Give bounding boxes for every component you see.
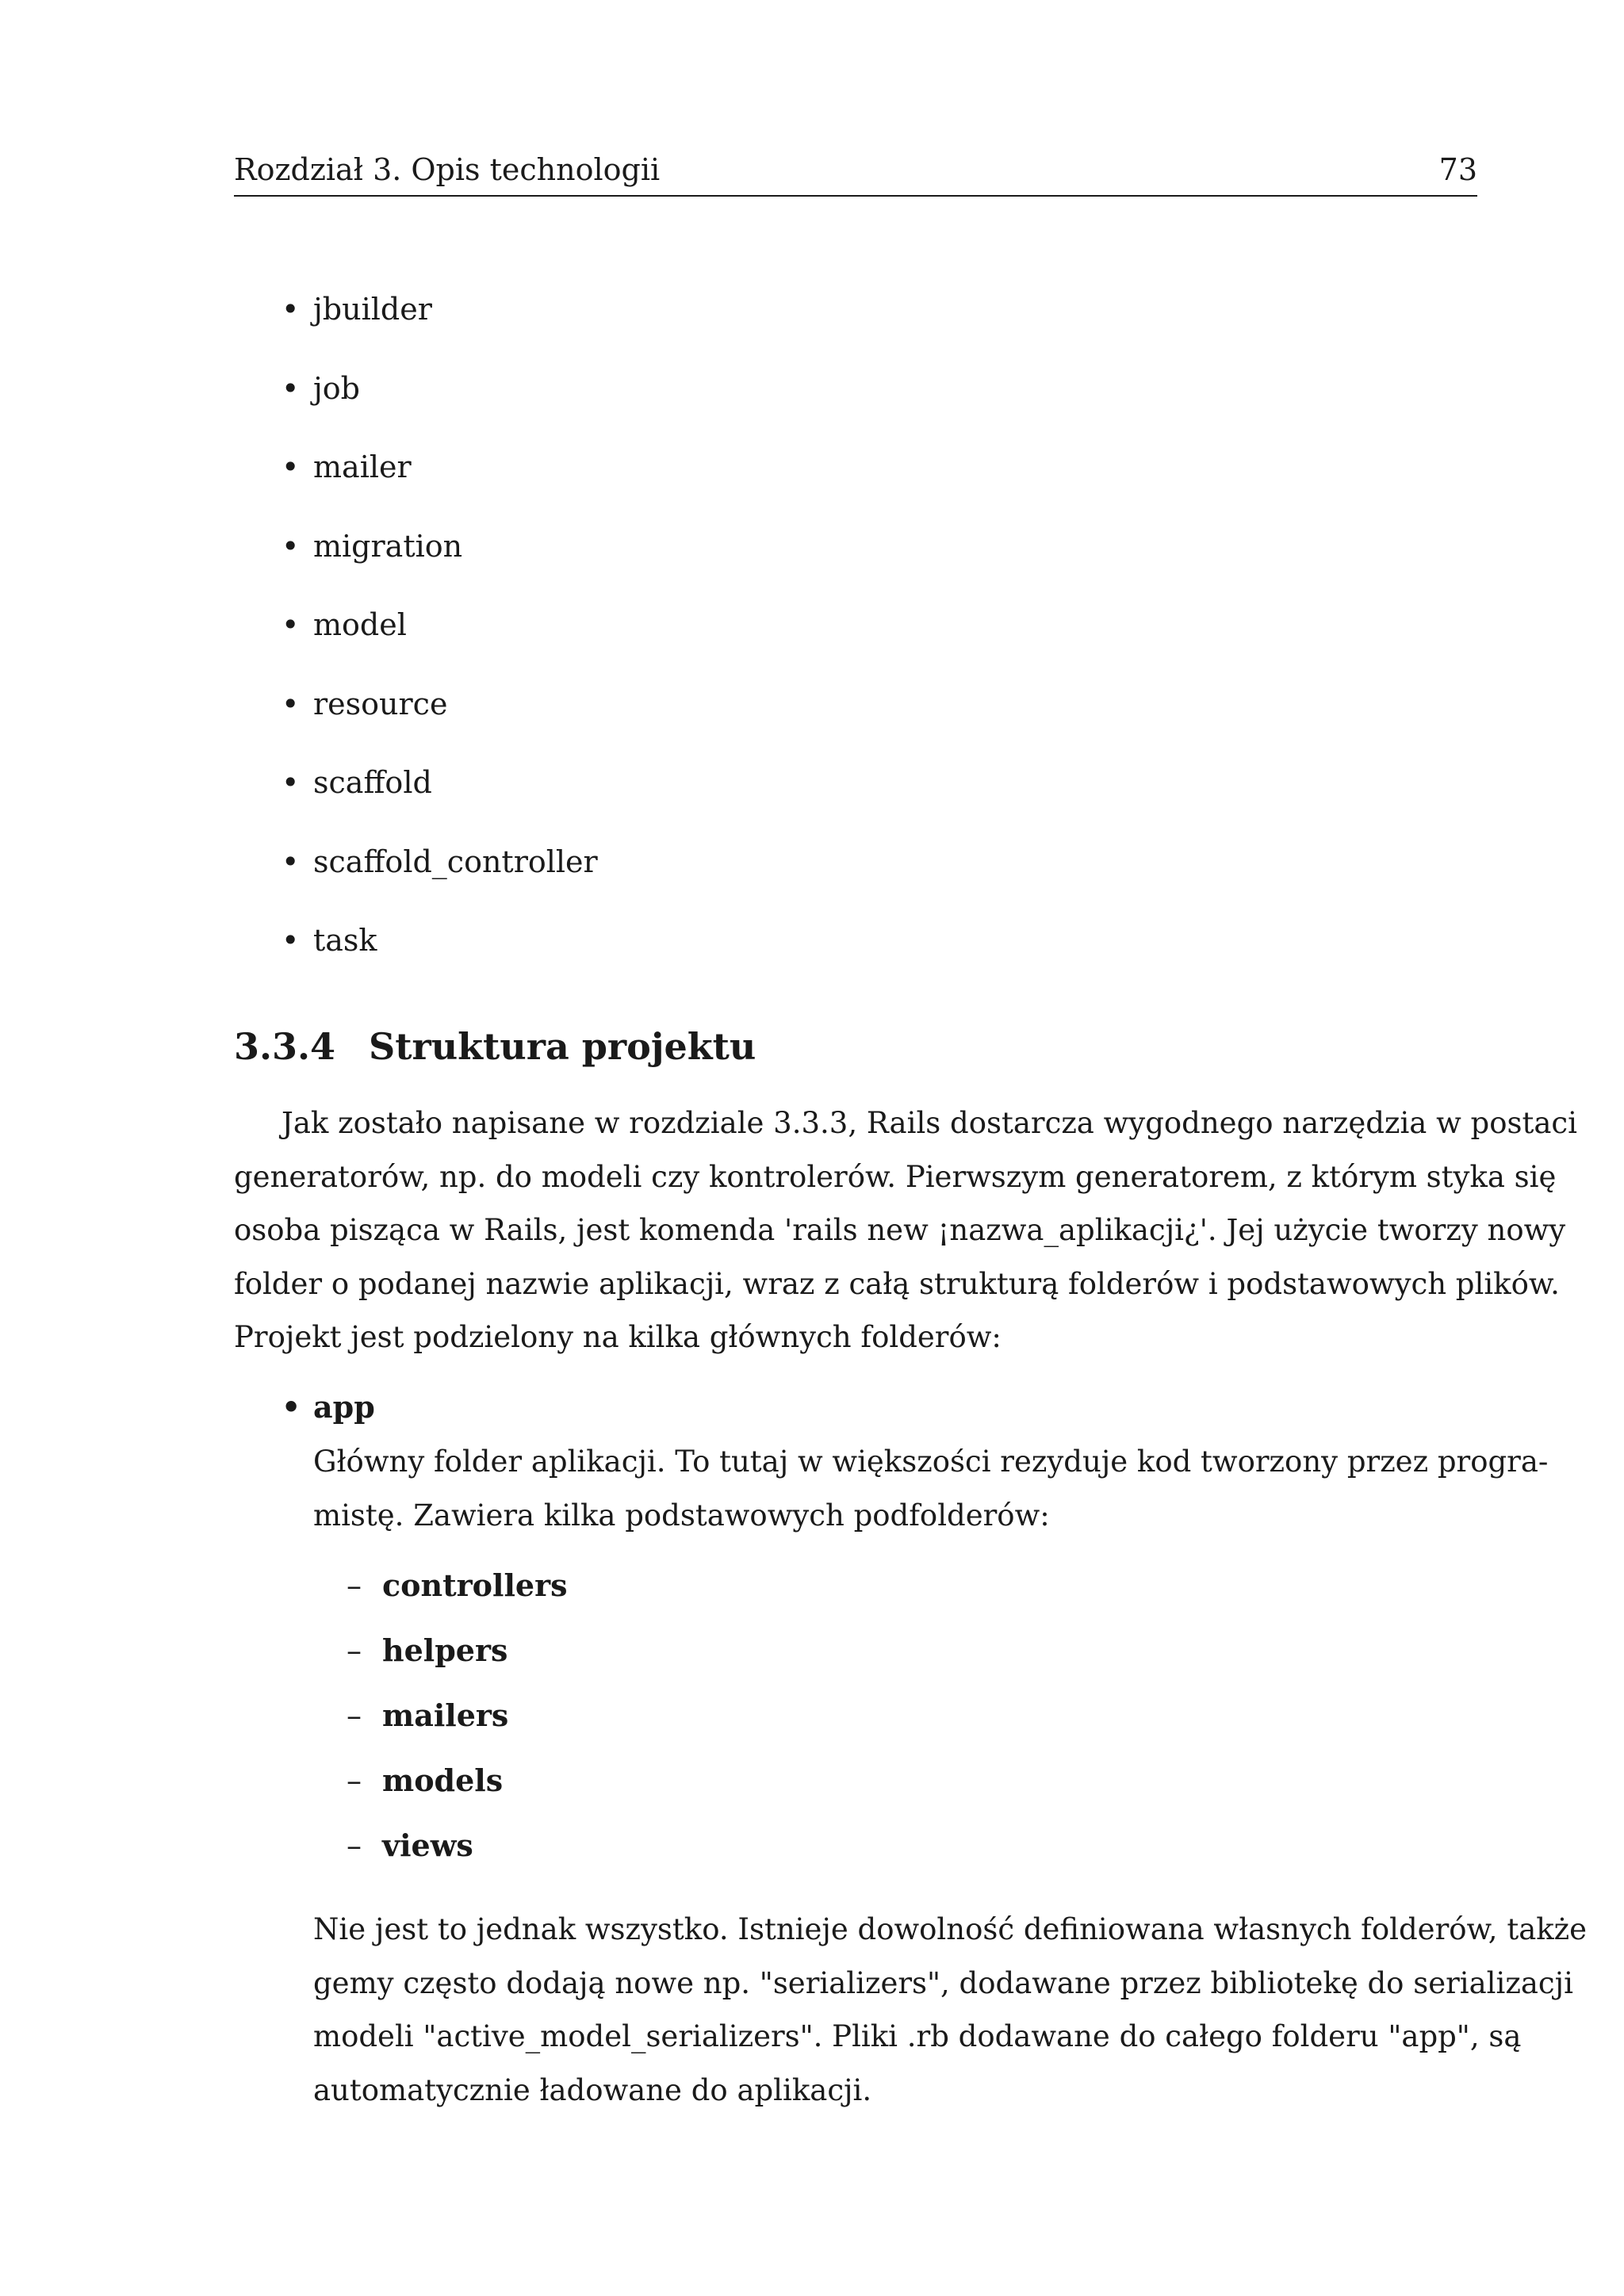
app-item-description	[313, 1435, 1549, 1542]
list-item: • resource	[282, 680, 598, 760]
list-item: • scaffold	[282, 759, 598, 838]
bullet-icon: •	[282, 765, 300, 800]
list-item: – mailers	[347, 1692, 568, 1757]
paragraph-line: Nie jest to jednak wszystko. Istnieje dowolność definiowana własnych folderów, także	[313, 1912, 1588, 1946]
bullet-icon: •	[282, 528, 300, 564]
list-item: • scaffold_controller	[282, 838, 598, 917]
paragraph-line: modeli "active_model_serializers". Pliki .rb dodawane do całego folderu "app", są	[313, 2019, 1522, 2053]
list-item: • jbuilder	[282, 285, 598, 365]
list-item: • task	[282, 916, 598, 996]
bullet-icon: •	[282, 923, 300, 958]
bullet-icon: •	[282, 292, 300, 327]
list-item: – views	[347, 1822, 568, 1887]
section-number: 3.3.4	[234, 1025, 336, 1068]
dash-icon: –	[347, 1828, 362, 1863]
list-item: – models	[347, 1757, 568, 1822]
running-header	[234, 151, 1477, 197]
paragraph-line: osoba pisząca w Rails, jest komenda 'rails new ¡nazwa_aplikacji¿'. Jej użycie tworzy nowy	[234, 1213, 1566, 1247]
paragraph-line: folder o podanej nazwie aplikacji, wraz z całą strukturą folderów i podstawowych plików.	[234, 1266, 1560, 1301]
bullet-icon: •	[282, 450, 300, 484]
closing-paragraph	[313, 1903, 1588, 2117]
paragraph-line: gemy często dodają nowe np. "serializers", dodawane przez bibliotekę do serializacji	[313, 1965, 1573, 2000]
generator-list	[282, 285, 598, 996]
page-number: 73	[1438, 152, 1477, 187]
dash-icon: –	[347, 1633, 362, 1668]
paragraph-line: Jak zostało napisane w rozdziale 3.3.3, Rails dostarcza wygodnego narzędzia w postaci	[282, 1106, 1577, 1140]
list-item: • job	[282, 365, 598, 444]
section-heading	[234, 1023, 756, 1070]
app-item-title: • app	[282, 1383, 1477, 1431]
bullet-icon: •	[282, 686, 300, 721]
dash-icon: –	[347, 1763, 362, 1798]
subfolder-list	[347, 1562, 568, 1887]
dash-icon: –	[347, 1568, 362, 1603]
bullet-icon: •	[282, 370, 300, 406]
chapter-title: Rozdział 3. Opis technologii	[234, 152, 661, 187]
app-folder-item	[282, 1383, 1549, 1542]
paragraph-line: Główny folder aplikacji. To tutaj w większości rezyduje kod tworzony przez progra-	[313, 1445, 1549, 1479]
intro-paragraph	[234, 1096, 1577, 1364]
section-title: Struktura projektu	[369, 1025, 756, 1068]
paragraph-line: automatycznie ładowane do aplikacji.	[313, 2072, 872, 2107]
paragraph-line: Projekt jest podzielony na kilka głównych folderów:	[234, 1320, 1002, 1354]
bullet-icon: •	[282, 844, 300, 879]
list-item: – controllers	[347, 1562, 568, 1627]
bullet-icon: •	[282, 607, 300, 642]
bullet-icon: •	[282, 1389, 301, 1425]
list-item: • mailer	[282, 443, 598, 522]
list-item: • model	[282, 601, 598, 680]
list-item: • migration	[282, 522, 598, 602]
dash-icon: –	[347, 1698, 362, 1733]
list-item: – helpers	[347, 1627, 568, 1692]
paragraph-line: mistę. Zawiera kilka podstawowych podfolderów:	[313, 1498, 1050, 1533]
paragraph-line: generatorów, np. do modeli czy kontrolerów. Pierwszym generatorem, z którym styka się	[234, 1159, 1557, 1194]
